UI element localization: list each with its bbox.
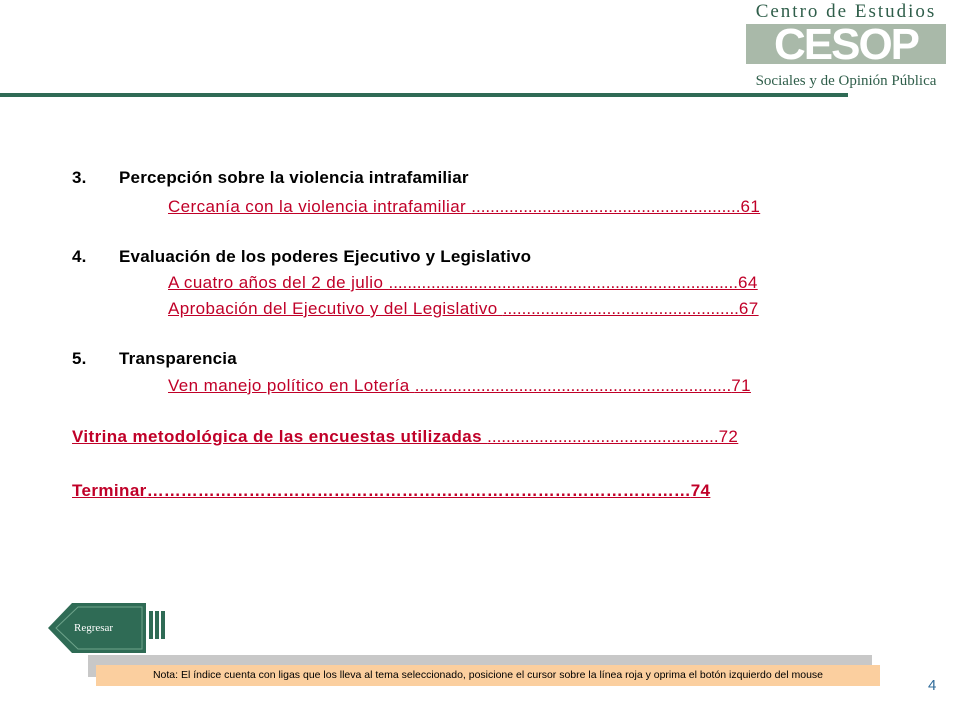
back-button-label: Regresar: [74, 622, 114, 634]
section-number: 5.: [72, 349, 87, 368]
link-page: 61: [740, 197, 761, 216]
link-dots: ..................................................: [502, 299, 739, 318]
link-dots: ……………………………………………………………………………………: [146, 481, 691, 500]
toc-link-loteria[interactable]: [168, 376, 751, 396]
logo-mark-text: CESOP: [773, 22, 919, 66]
section-title: Transparencia: [119, 349, 237, 368]
section-title: Percepción sobre la violencia intrafamiliar: [119, 168, 469, 187]
logo-mark: [740, 22, 952, 66]
header-rule: [0, 93, 848, 97]
section-4-heading: [72, 247, 531, 267]
instructions-note: Nota: El índice cuenta con ligas que los lleva al tema seleccionado, posicione el cursor sobre la línea roja y oprima el botón izquierdo del mouse: [96, 665, 880, 686]
link-text: Aprobación del Ejecutivo y del Legislativo: [168, 299, 503, 318]
link-text: A cuatro años del 2 de julio: [168, 273, 389, 292]
link-dots: ..........................................................................: [388, 273, 738, 292]
logo-bottom-text: Sociales y de Opinión Pública: [755, 73, 937, 89]
page-number: 4: [928, 677, 937, 694]
section-title: Evaluación de los poderes Ejecutivo y Legislativo: [119, 247, 532, 266]
toc-link-violencia[interactable]: [168, 197, 760, 217]
link-page: 67: [738, 299, 759, 318]
link-page: 64: [737, 273, 758, 292]
section-number: 4.: [72, 247, 87, 266]
link-dots: .................................................: [487, 427, 719, 446]
link-page: 71: [731, 376, 751, 395]
logo-top-text: Centro de Estudios: [755, 1, 937, 22]
link-page: 72: [718, 427, 739, 446]
link-text: Vitrina metodológica de las encuestas utilizadas: [72, 427, 488, 446]
link-text: Cercanía con la violencia intrafamiliar: [168, 197, 472, 216]
section-number: 3.: [72, 168, 87, 187]
link-text: Terminar: [72, 481, 147, 500]
toc-link-2-de-julio[interactable]: [168, 273, 758, 293]
section-5-heading: [72, 349, 237, 369]
link-text: Ven manejo político en Lotería: [168, 376, 415, 395]
toc-link-vitrina[interactable]: [72, 427, 738, 447]
link-dots: .........................................................: [471, 197, 741, 216]
link-page: 74: [690, 481, 711, 500]
cesop-logo: [738, 2, 954, 92]
section-3-heading: [72, 168, 469, 188]
link-dots: ...................................................................: [414, 376, 732, 395]
toc-link-aprobacion[interactable]: [168, 299, 759, 319]
toc-link-terminar[interactable]: [72, 481, 710, 501]
